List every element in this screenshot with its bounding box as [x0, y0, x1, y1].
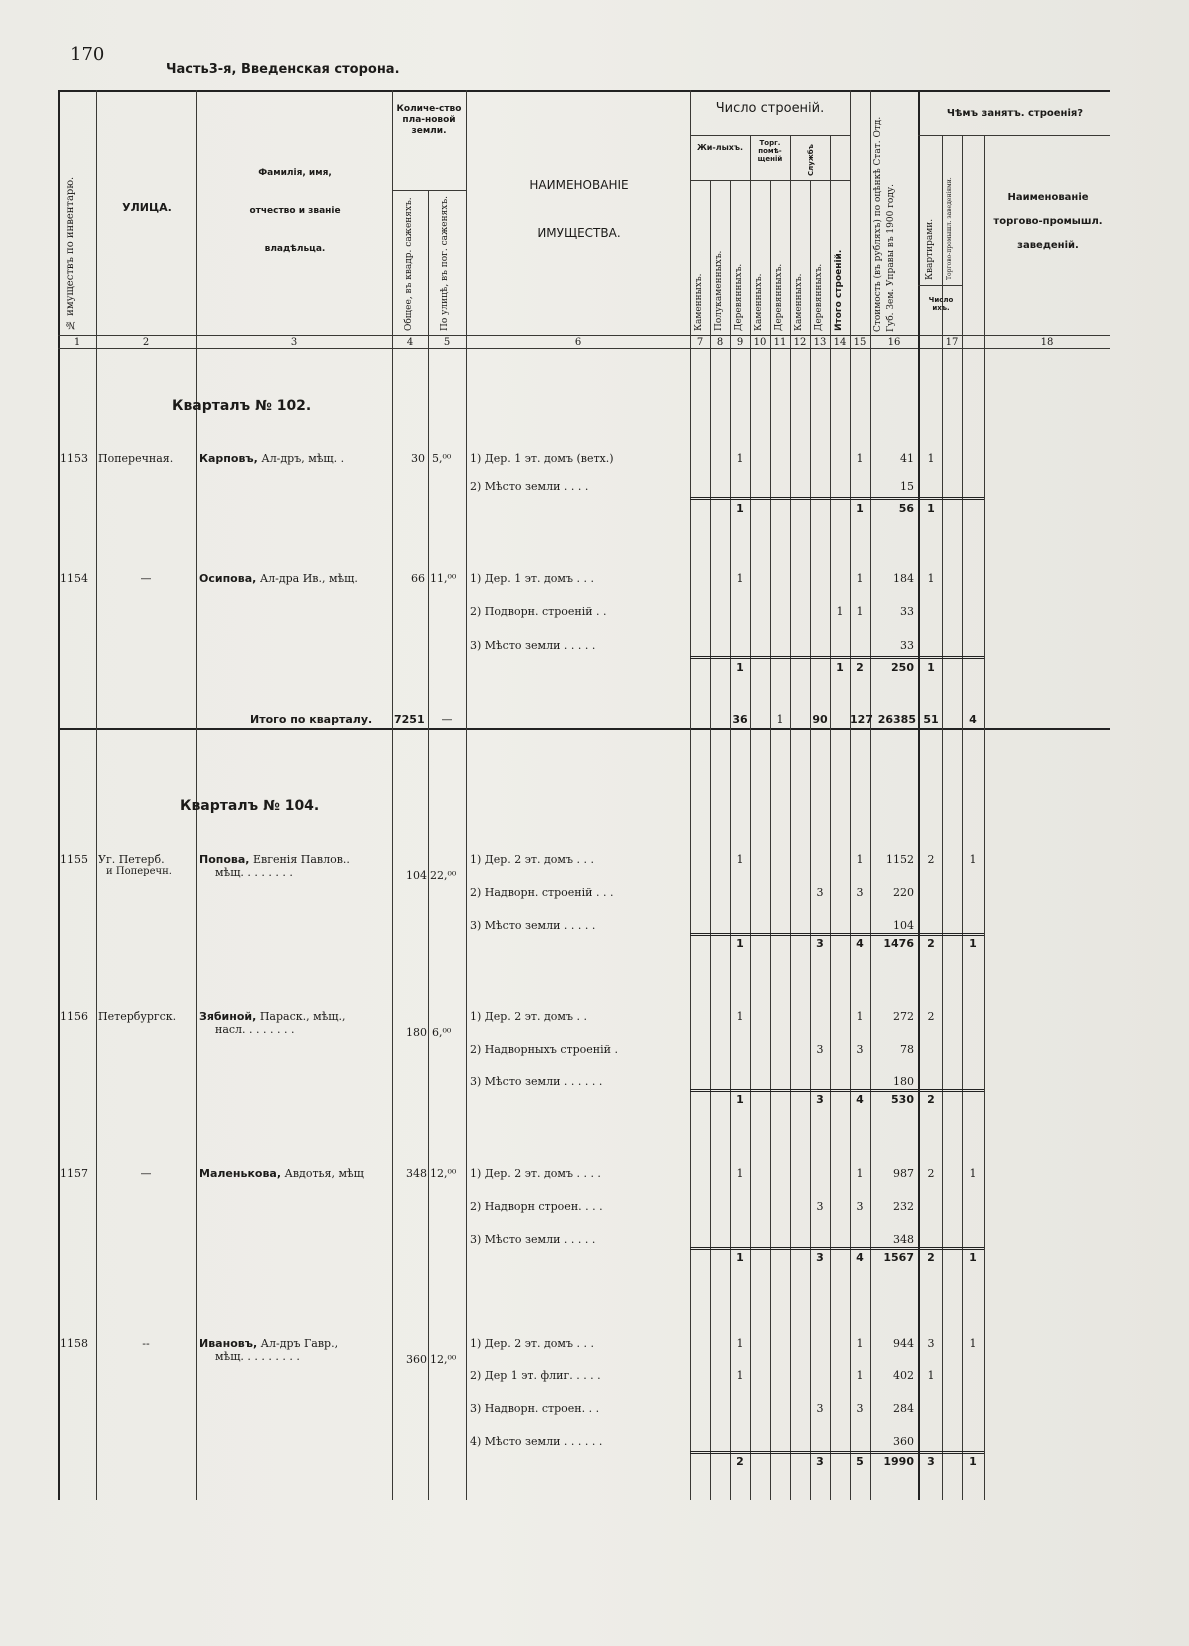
- header-bottom-rule: [58, 335, 1110, 336]
- sub-trade: 1: [969, 1251, 977, 1264]
- owner-rest: Ал-дра Ив., мѣщ.: [259, 572, 358, 585]
- count-total: 1: [856, 452, 864, 465]
- col-rule: [466, 90, 467, 1500]
- street-2: и Поперечн.: [106, 866, 172, 877]
- sub-value: 1567: [883, 1251, 914, 1264]
- land-area: 66: [411, 572, 425, 585]
- quarter-title: Кварталъ № 102.: [172, 398, 312, 414]
- sub-trade: 1: [969, 937, 977, 950]
- value: 184: [893, 572, 914, 585]
- sub-value: 250: [891, 661, 914, 674]
- value: 272: [893, 1010, 914, 1023]
- owner-rest: Ал-дръ Гавр.,: [260, 1337, 339, 1350]
- table-top-rule: [58, 90, 1110, 92]
- property-item: 2) Надворн строен. . . .: [470, 1200, 603, 1213]
- inventory-no: 1156: [60, 1010, 88, 1023]
- owner-rest: Ал-дръ, мѣщ. .: [261, 452, 345, 465]
- col-rule: [870, 90, 871, 1500]
- sub-value: 1990: [883, 1455, 914, 1468]
- quarter-total-apts: 51: [923, 713, 939, 726]
- property-item: 2) Подворн. строеній . .: [470, 605, 607, 618]
- running-head: Часть3-я, Введенская сторона.: [166, 62, 400, 77]
- owner-rest: Евгенія Павлов..: [252, 853, 350, 866]
- land-area: 360: [406, 1353, 427, 1366]
- owner-surname: Ивановъ,: [199, 1337, 258, 1350]
- owner-2: мѣщ. . . . . . . . .: [215, 1350, 300, 1363]
- apartments: 2: [927, 853, 935, 866]
- value: 360: [893, 1435, 914, 1448]
- quarter-total-value: 26385: [877, 713, 916, 726]
- property-item: 3) Надворн. строен. . .: [470, 1402, 600, 1415]
- subtotal-rule: [690, 656, 984, 659]
- apartments: 1: [927, 1369, 935, 1382]
- property-item: 1) Дер. 2 эт. домъ . . .: [470, 853, 594, 866]
- col-rule: [196, 90, 197, 1500]
- owner: [199, 853, 350, 866]
- trade-count: 1: [969, 1167, 977, 1180]
- colnum: 18: [1040, 337, 1054, 348]
- col-rule: [96, 90, 97, 1500]
- quarter-total-c13: 90: [812, 713, 828, 726]
- header-col12: Каменныхъ.: [794, 273, 804, 331]
- header-col13: Деревянныхъ.: [814, 263, 824, 331]
- owner: [199, 572, 358, 585]
- street: —: [140, 1167, 152, 1180]
- owner: [199, 1167, 364, 1180]
- land-area: 30: [411, 452, 425, 465]
- header-residential: Жи-лыхъ.: [696, 143, 744, 152]
- col-rule: [392, 90, 393, 1500]
- apartments: 2: [927, 1010, 935, 1023]
- owner: [199, 1010, 346, 1023]
- col-rule: [810, 180, 811, 1500]
- colnum: 9: [736, 337, 744, 348]
- apartments: 1: [927, 572, 935, 585]
- header-col4: Общее, въ квадр. саженяхъ.: [404, 197, 414, 331]
- table-left-rule: [58, 90, 60, 1500]
- col-rule: [690, 90, 691, 1500]
- land-frontage: 12,⁰⁰: [430, 1353, 457, 1366]
- sub-wood-res: 1: [736, 502, 744, 515]
- sub-total: 5: [856, 1455, 864, 1468]
- sub-apartments: 2: [927, 937, 935, 950]
- property-item: 4) Мѣсто земли . . . . . .: [470, 1435, 603, 1448]
- sub-total: 2: [856, 661, 864, 674]
- page-number: 170: [70, 44, 105, 65]
- header-col11: Деревянныхъ.: [774, 263, 784, 331]
- property-item: 1) Дер. 1 эт. домъ (ветх.): [470, 452, 614, 465]
- value: 987: [893, 1167, 914, 1180]
- header-col5: По улицѣ, въ пог. саженяхъ.: [440, 196, 450, 331]
- owner-surname: Осипова,: [199, 572, 257, 585]
- colnum: 13: [813, 337, 827, 348]
- property-item: 3) Мѣсто земли . . . . .: [470, 919, 596, 932]
- owner-2: насл. . . . . . . .: [215, 1023, 295, 1036]
- owner-2: мѣщ. . . . . . . .: [215, 866, 293, 879]
- header-col10: Каменныхъ.: [754, 273, 764, 331]
- inventory-no: 1157: [60, 1167, 88, 1180]
- apartments: 2: [927, 1167, 935, 1180]
- quarter-total-c14: 127: [850, 713, 873, 726]
- value: 220: [893, 886, 914, 899]
- quarter-title: Кварталъ № 104.: [180, 798, 320, 814]
- street: --: [142, 1337, 150, 1350]
- header-col14: Итого строеній.: [834, 249, 844, 331]
- colnum: 10: [753, 337, 767, 348]
- quarter-total-label: Итого по кварталу.: [250, 713, 373, 726]
- header-service: Службъ: [807, 144, 815, 176]
- header-owner-1: Фамилія, имя,: [258, 168, 332, 178]
- header-col9: Деревянныхъ.: [734, 263, 744, 331]
- colnum: 3: [290, 337, 298, 348]
- value: 180: [893, 1075, 914, 1088]
- property-item: 2) Дер 1 эт. флиг. . . . .: [470, 1369, 601, 1382]
- property-item: 2) Надворныхъ строеній .: [470, 1043, 618, 1056]
- property-item: 1) Дер. 2 эт. домъ . .: [470, 1010, 587, 1023]
- apartments: 1: [927, 452, 935, 465]
- count-wood-res: 1: [736, 452, 744, 465]
- sub-apartments: 2: [927, 1251, 935, 1264]
- owner: [199, 452, 344, 465]
- trade-count: 1: [969, 1337, 977, 1350]
- colnum: 16: [887, 337, 901, 348]
- sub-apartments: 2: [927, 1093, 935, 1106]
- value: 284: [893, 1402, 914, 1415]
- subtotal-rule: [690, 1247, 984, 1250]
- colnum: 17: [945, 337, 959, 348]
- value: 402: [893, 1369, 914, 1382]
- quarter-separator: [58, 728, 1110, 730]
- header-col18-2: торгово-промышл.: [993, 216, 1103, 227]
- street: Петербургск.: [98, 1010, 177, 1023]
- colnum: 2: [142, 337, 150, 348]
- colnum: 6: [574, 337, 582, 348]
- inventory-no: 1153: [60, 452, 88, 465]
- colnum: 14: [833, 337, 847, 348]
- owner-rest: Авдотья, мѣщ: [284, 1167, 364, 1180]
- header-col16: Квартирами.: [925, 218, 935, 280]
- value: 104: [893, 919, 914, 932]
- header-rule: [918, 285, 962, 286]
- property-item: 3) Мѣсто земли . . . . . .: [470, 1075, 603, 1088]
- subtotal-rule: [690, 1089, 984, 1092]
- header-rule: [690, 180, 850, 181]
- header-property-2: ИМУЩЕСТВА.: [537, 226, 621, 240]
- property-item: 1) Дер. 2 эт. домъ . . . .: [470, 1167, 601, 1180]
- value: 944: [893, 1337, 914, 1350]
- trade-count: 1: [969, 853, 977, 866]
- street: Уг. Петерб.: [98, 853, 165, 866]
- header-owner-3: владѣльца.: [264, 244, 326, 254]
- header-rule: [690, 135, 850, 136]
- header-col17: Торгово-промышл. заведеніями.: [946, 177, 953, 280]
- header-occupied-group: Чѣмъ занятъ. строенія?: [946, 108, 1084, 119]
- col-rule: [962, 135, 963, 1500]
- value: 41: [900, 452, 914, 465]
- quarter-total-c9: 36: [732, 713, 748, 726]
- col-rule: [428, 190, 429, 1500]
- header-property-1: НАИМЕНОВАНІЕ: [529, 178, 629, 192]
- header-buildings-group: Число строеній.: [715, 101, 825, 116]
- inventory-no: 1154: [60, 572, 88, 585]
- subtotal-rule: [690, 497, 984, 500]
- quarter-total-front: —: [441, 713, 453, 726]
- header-col8: Полукаменныхъ.: [714, 250, 724, 331]
- colnum: 5: [443, 337, 451, 348]
- header-col15: Стоимость (въ рубляхъ) по оцѣнкѣ Стат. Отд. Губ. Зем. Управы въ 1900 году.: [873, 116, 896, 332]
- value: 232: [893, 1200, 914, 1213]
- property-item: 2) Надворн. строеній . . .: [470, 886, 614, 899]
- col-rule: [730, 180, 731, 1500]
- colnum: 15: [853, 337, 867, 348]
- value: 15: [900, 480, 914, 493]
- header-rule: [392, 190, 466, 191]
- quarter-total-trade: 4: [969, 713, 977, 726]
- quarter-total-c11: 1: [776, 713, 784, 726]
- land-frontage: 11,⁰⁰: [430, 572, 457, 585]
- colnum-bottom-rule: [58, 348, 1110, 349]
- sub-apartments: 3: [927, 1455, 935, 1468]
- value: 78: [900, 1043, 914, 1056]
- apartments: 3: [927, 1337, 935, 1350]
- owner: [199, 1337, 338, 1350]
- inventory-no: 1155: [60, 853, 88, 866]
- value: 1152: [886, 853, 914, 866]
- street: —: [140, 572, 152, 585]
- sub-total: 1: [856, 502, 864, 515]
- colnum: 8: [716, 337, 724, 348]
- land-area: 348: [406, 1167, 427, 1180]
- owner-rest: Параск., мѣщ.,: [259, 1010, 346, 1023]
- col-rule: [770, 180, 771, 1500]
- col-rule: [710, 180, 711, 1500]
- header-land-group: Количе-ство пла-новой земли.: [396, 104, 462, 136]
- header-col7: Каменныхъ.: [694, 273, 704, 331]
- document-page: 170 Часть3-я, Введенская сторона. № имуществъ по инвентарю. УЛИЦА. Фамилія, имя, отчество и званіе владѣльца. Количе-ство пла-новой земли. Общее, въ квадр. саженяхъ. По улицѣ, въ пог. саженяхъ. НАИМЕНОВАНІЕ ИМУЩЕСТВА. Число строеній. Жи-лыхъ. Торг. помѣ-щеній Службъ Каменныхъ. Полукаменныхъ. Деревянныхъ. Каменныхъ. Деревянныхъ. Каменныхъ. Деревянныхъ. Итого строеній. Стоимость (въ рубляхъ) по оцѣнкѣ Стат. Отд. Губ. Зем. Управы въ 1900 году. Чѣмъ занятъ. строенія? Квартирами. Торгово-промышл. заведеніями. Число ихъ. Наименованіе торгово-промышл. заведеній. 1 2 3 4 5 6 7 8 9 10 11 12 13 14 15 16 17 18 Кварталъ № 102. 1153 Поперечная. Карповъ, Ал-дръ, мѣщ. . 30 5,⁰⁰ 1) Дер. 1 эт. домъ (ветх.) 2) Мѣсто земли . . . . 1 1 41 15 1 1 1 56 1 1154 — Осипова, Ал-дра Ив., мѣщ. 66 11,⁰⁰ 1) Дер. 1 эт. домъ . . . 2) Подворн. строеній . . 3) Мѣсто земли . . . . . 1 1 1 1 184 33 33 1 1 1 2 250 1 Итого по кварталу. 7251 — 36 1 90 127 26385 51 4 Кварталъ № 104. 1155 Уг. Петерб. и Поперечн. Попова, Евгенія Павлов.. мѣщ. . . . . . . . 104 22,⁰⁰ 1) Дер. 2 эт. домъ . . . 2) Надворн. строеній . . . 3) Мѣсто земли . . . . . 1 1 3 3 1152 220 104 2 1 1 3 4 1476 2 1 1156 Петербургск. Зябиной, Параск., мѣщ., насл. . . . . . . . 180 6,⁰⁰ 1) Дер. 2 эт. домъ . . 2) Надворныхъ строеній . 3) Мѣсто земли . . . . . . 1 1 3 3 272 78 180 2 1 3 4 530 2 1157 — Маленькова, Авдотья, мѣщ 348 12,⁰⁰ 1) Дер. 2 эт. домъ . . . . 2) Надворн строен. . . . 3) Мѣсто земли . . . . . 1 1 3 3 987 232 348 2 1 1 3 4 1567 2 1 1158 -- Ивановъ, Ал-дръ Гавр., мѣщ. . . . . . . . . 360 12,⁰⁰ 1) Дер. 2 эт. домъ . . . 2) Дер 1 эт. флиг. . . . . 3) Надворн. строен. . . 4) Мѣсто земли . . . . . . 1 1 1 1 3 3 944 402 284 360 3 1 1 2 3 5 1990 3 1: [0, 0, 1189, 1646]
- property-item: 1) Дер. 2 эт. домъ . . .: [470, 1337, 594, 1350]
- col-rule: [850, 90, 851, 1500]
- subtotal-rule: [690, 933, 984, 936]
- land-area: 180: [406, 1026, 427, 1039]
- value: 33: [900, 605, 914, 618]
- owner-surname: Маленькова,: [199, 1167, 282, 1180]
- land-frontage: 22,⁰⁰: [430, 869, 457, 882]
- property-item: 2) Мѣсто земли . . . .: [470, 480, 589, 493]
- colnum: 7: [696, 337, 704, 348]
- header-col18-3: заведеній.: [1017, 240, 1079, 251]
- subtotal-rule: [690, 1451, 984, 1454]
- property-item: 3) Мѣсто земли . . . . .: [470, 639, 596, 652]
- street: Поперечная.: [98, 452, 174, 465]
- property-item: 1) Дер. 1 эт. домъ . . .: [470, 572, 594, 585]
- header-owner-2: отчество и званіе: [249, 206, 341, 216]
- header-street: УЛИЦА.: [122, 201, 172, 214]
- sub-apartments: 1: [927, 502, 935, 515]
- header-rule: [918, 135, 1110, 136]
- sub-value: 1476: [883, 937, 914, 950]
- colnum: 12: [793, 337, 807, 348]
- sub-apartments: 1: [927, 661, 935, 674]
- header-trade: Торг. помѣ-щеній: [757, 139, 783, 163]
- sub-value: 530: [891, 1093, 914, 1106]
- header-col18-1: Наименованіе: [1007, 192, 1089, 203]
- header-col1: № имуществъ по инвентарю.: [65, 176, 76, 330]
- inventory-no: 1158: [60, 1337, 88, 1350]
- colnum: 1: [73, 337, 81, 348]
- sub-wood-res: 2: [736, 1455, 744, 1468]
- land-frontage: 12,⁰⁰: [430, 1167, 457, 1180]
- owner-surname: Зябиной,: [199, 1010, 257, 1023]
- land-area: 104: [406, 869, 427, 882]
- owner-surname: Карповъ,: [199, 452, 258, 465]
- owner-surname: Попова,: [199, 853, 250, 866]
- value: 348: [893, 1233, 914, 1246]
- land-frontage: 5,⁰⁰: [432, 452, 452, 465]
- quarter-total-area: 7251: [394, 713, 425, 726]
- colnum: 11: [773, 337, 787, 348]
- header-count: Число ихъ.: [928, 296, 954, 312]
- sub-trade: 1: [969, 1455, 977, 1468]
- value: 33: [900, 639, 914, 652]
- property-item: 3) Мѣсто земли . . . . .: [470, 1233, 596, 1246]
- land-frontage: 6,⁰⁰: [432, 1026, 452, 1039]
- colnum: 4: [406, 337, 414, 348]
- sub-value: 56: [898, 502, 914, 515]
